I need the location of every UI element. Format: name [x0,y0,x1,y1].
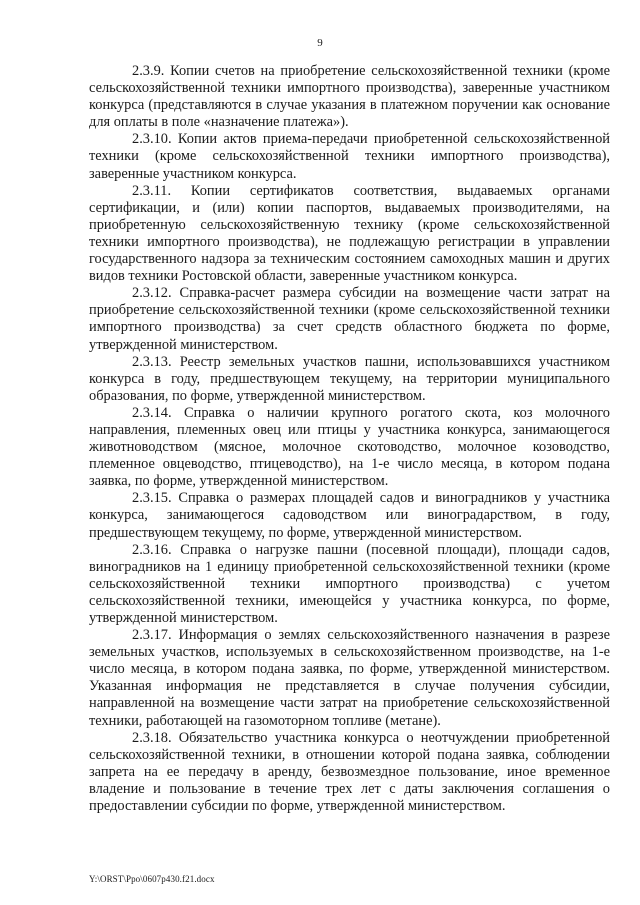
paragraph-2-3-18: 2.3.18. Обязательство участника конкурса о неотчуждении приобретенной сельскохозяйственной техники, в отношении которой подана заявка, соблюдении запрета на ее передачу в аренду, безвозмездное пользование, иное временное владение и пользование в течение трех лет с даты заключения соглашения о предоставлении субсидии по форме, утвержденной министерством. [89,729,610,815]
paragraph-2-3-14: 2.3.14. Справка о наличии крупного рогатого скота, коз молочного направления, племенных овец или птицы у участника конкурса, занимающегося животноводством (мясное, молочное скотоводство, молочное козоводство, племенное овцеводство, птицеводство), на 1-е число месяца, в котором подана заявка, по форме, утвержденной министерством. [89,404,610,490]
paragraph-2-3-10: 2.3.10. Копии актов приема-передачи приобретенной сельскохозяйственной техники (кроме сельскохозяйственной техники импортного производства), заверенные участником конкурса. [89,131,610,182]
paragraph-2-3-11: 2.3.11. Копии сертификатов соответствия, выдаваемых органами сертификации, и (или) копии паспортов, выдаваемых производителями, на приобретенную сельскохозяйственную технику (кроме сельскохозяйственной техники импортного производства), не подлежащую регистрации в управлении государственного надзора за техническим состоянием самоходных машин и других видов техники Ростовской области, заверенные участником конкурса. [89,182,610,285]
document-body [89,63,610,815]
footer-file-path: Y:\ORST\Ppo\0607p430.f21.docx [89,874,215,884]
paragraph-2-3-16: 2.3.16. Справка о нагрузке пашни (посевной площади), площади садов, виноградников на 1 единицу приобретенной сельскохозяйственной техники (кроме сельскохозяйственной техники импортного производства) с учетом сельскохозяйственной техники, имеющейся у участника конкурса, по форме, утвержденной министерством. [89,541,610,626]
paragraph-2-3-17: 2.3.17. Информация о землях сельскохозяйственного назначения в разрезе земельных участков, используемых в сельскохозяйственном производстве, на 1-е число месяца, в котором подана заявка, по форме, утвержденной министерством. Указанная информация не представляется в случае получения субсидии, направленной на возмещение части затрат на приобретение сельскохозяйственной техники, работающей на газомоторном топливе (метане). [89,627,610,729]
page-number: 9 [317,37,323,49]
paragraph-2-3-12: 2.3.12. Справка-расчет размера субсидии на возмещение части затрат на приобретение сельскохозяйственной техники (кроме сельскохозяйственной техники импортного производства) за счет средств областного бюджета по форме, утвержденной министерством. [89,285,610,353]
paragraph-2-3-9: 2.3.9. Копии счетов на приобретение сельскохозяйственной техники (кроме сельскохозяйственной техники импортного производства), заверенные участником конкурса (представляются в случае указания в платежном поручении как основание для оплаты в поле «назначение платежа»). [89,63,610,131]
paragraph-2-3-15: 2.3.15. Справка о размерах площадей садов и виноградников у участника конкурса, занимающегося садоводством или виноградарством, в году, предшествующем текущему, по форме, утвержденной министерством. [89,490,610,541]
paragraph-2-3-13: 2.3.13. Реестр земельных участков пашни, использовавшихся участником конкурса в году, предшествующем текущему, на территории муниципального образования, по форме, утвержденной министерством. [89,353,610,404]
